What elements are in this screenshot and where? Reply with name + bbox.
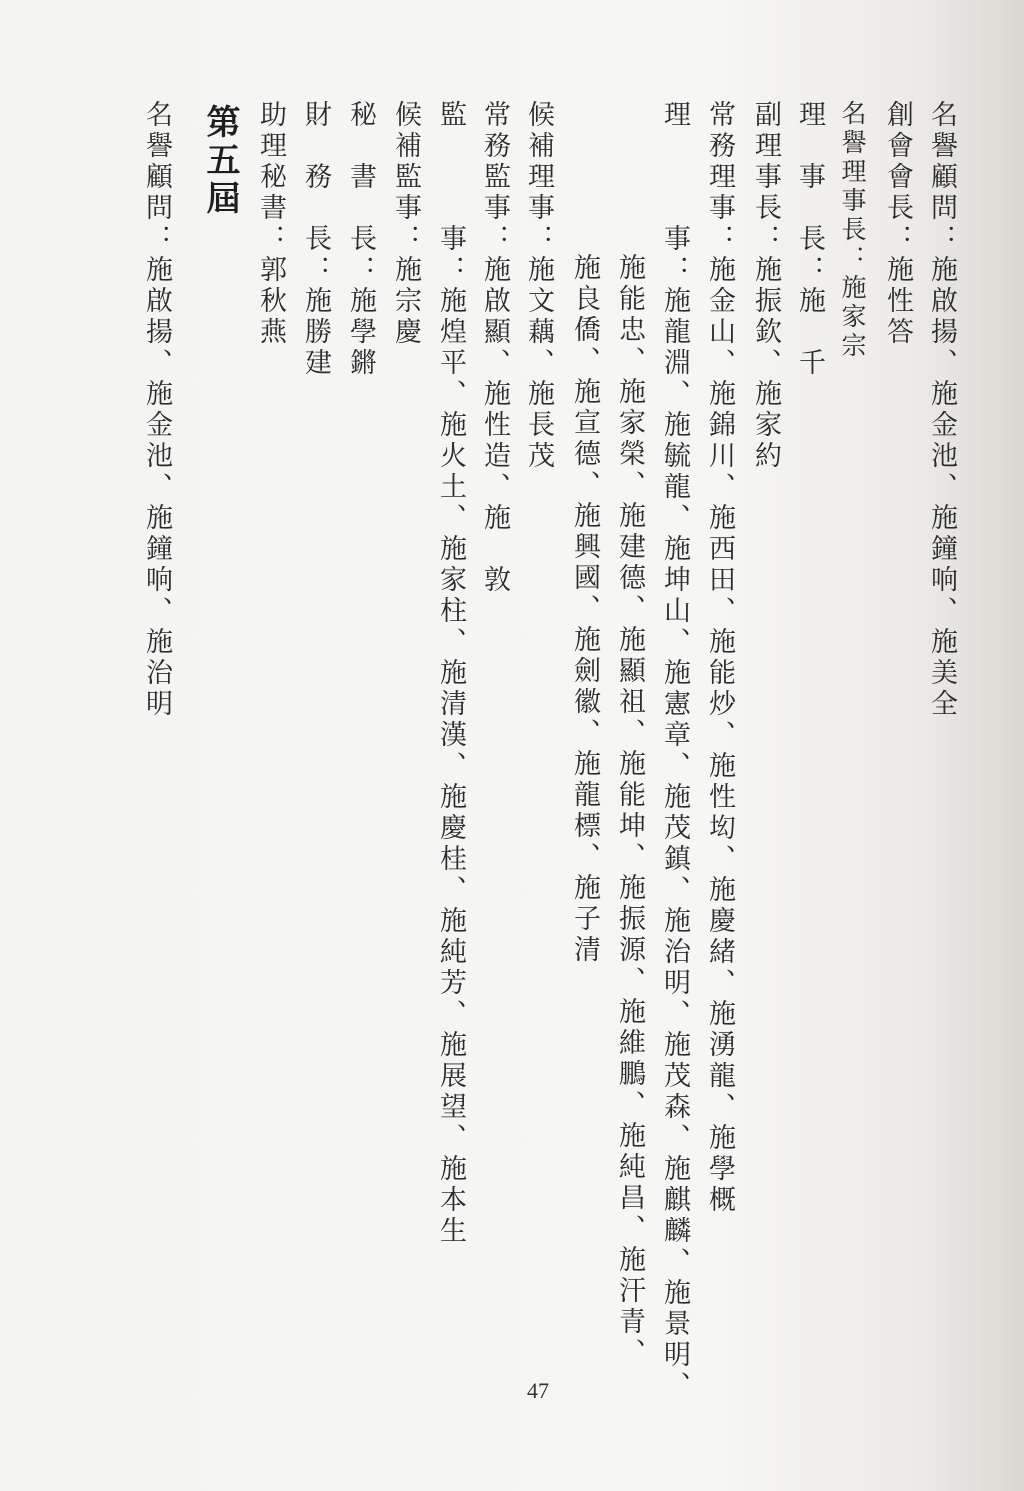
supervisors-line: 監 事：施煌平、施火土、施家柱、施清漢、施慶桂、施純芳、施展望、施本生	[435, 100, 466, 1247]
honorary-advisors-line-fifth-term: 名譽顧問：施啟揚、施金池、施鐘响、施治明	[141, 100, 172, 720]
secretary-general-line: 秘 書 長：施學鏘	[345, 100, 376, 379]
founding-president-line: 創會會長：施性答	[882, 100, 913, 348]
directors-line-1: 理 事：施龍淵、施毓龍、施坤山、施憲章、施茂鎮、施治明、施茂森、施麒麟、施景明、	[659, 100, 690, 1402]
chairman-line: 理 事 長：施 千	[794, 100, 825, 379]
alternate-directors-line: 候補理事：施文藕、施長茂	[523, 100, 554, 472]
standing-directors-line: 常務理事：施金山、施錦川、施西田、施能炒、施性㘭、施慶緒、施湧龍、施學概	[704, 100, 735, 1216]
honorary-advisors-line-top: 名譽顧問：施啟揚、施金池、施鐘响、施美全	[926, 100, 957, 720]
page-number: 47	[527, 1378, 549, 1403]
section-heading-fifth-term: 第五屆	[200, 104, 240, 218]
honorary-chairman-line: 名譽理事長：施家宗	[838, 100, 867, 361]
vice-chairmen-line: 副理事長：施振欽、施家約	[750, 100, 781, 472]
alternate-supervisor-line: 候補監事：施宗慶	[390, 100, 421, 348]
treasurer-line: 財 務 長：施勝建	[300, 100, 331, 379]
assistant-secretary-line: 助理秘書：郭秋燕	[255, 100, 286, 348]
directors-line-3: 施良僑、施宣德、施興國、施劍徽、施龍標、施子清	[569, 253, 600, 966]
standing-supervisors-line: 常務監事：施啟顯、施性造、施 敦	[479, 100, 510, 596]
directors-line-2: 施能忠、施家榮、施建德、施顯祖、施能坤、施振源、施維鵬、施純昌、施汗青、	[614, 253, 645, 1369]
